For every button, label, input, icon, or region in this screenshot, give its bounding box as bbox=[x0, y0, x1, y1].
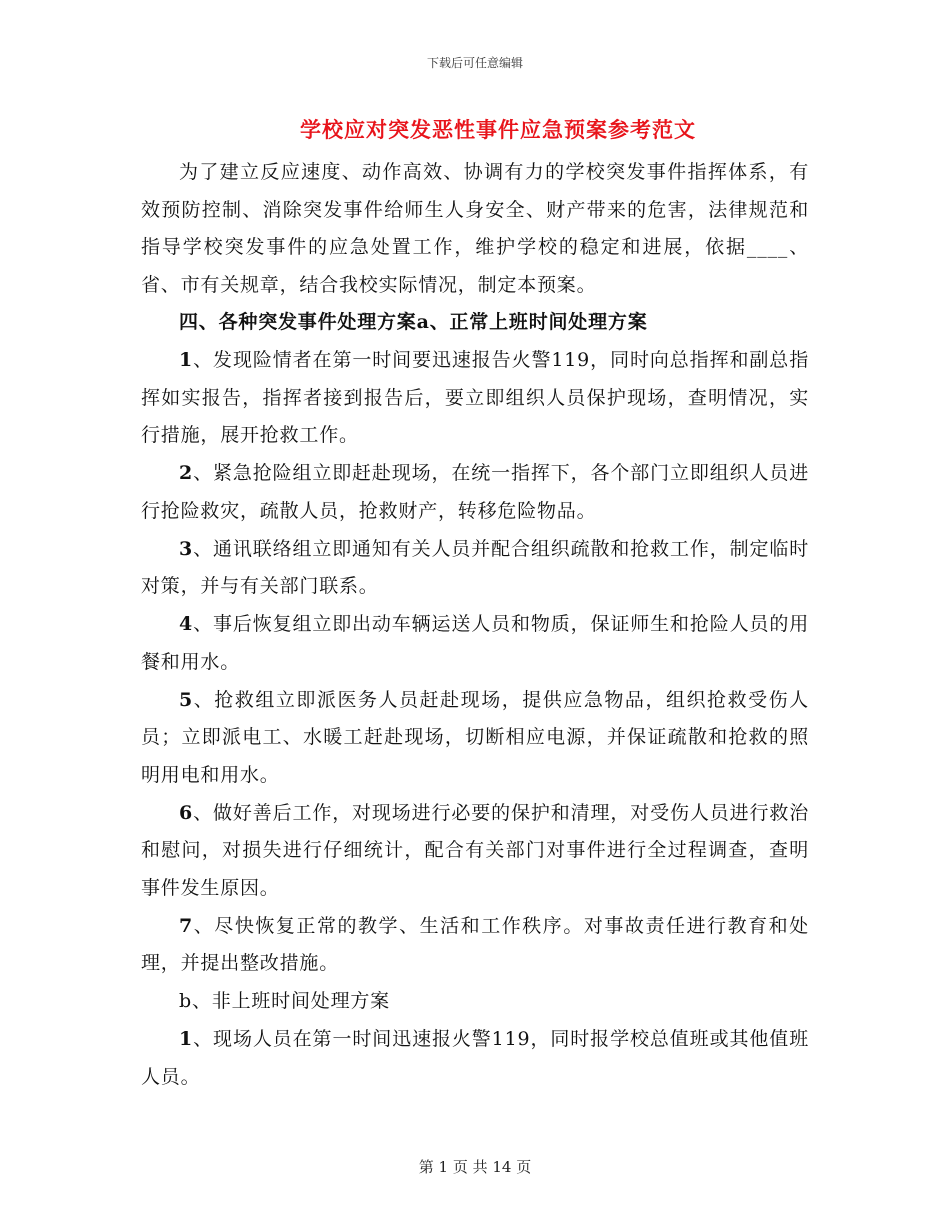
list-item bbox=[141, 908, 809, 983]
item-text: 、现场人员在第一时间迅速报火警119，同时报学校总值班或其他值班人员。 bbox=[141, 1028, 809, 1088]
document-title: 学校应对突发恶性事件应急预案参考范文 bbox=[300, 117, 696, 142]
page-footer: 第 1 页 共 14 页 bbox=[418, 1158, 532, 1176]
item-number: 5 bbox=[179, 688, 194, 711]
list-item bbox=[141, 342, 809, 455]
item-text: 、发现险情者在第一时间要迅速报告火警119，同时向总指挥和副总指挥如实报告，指挥者接到报告后，要立即组织人员保护现场，查明情况，实行措施，展开抢救工作。 bbox=[141, 349, 809, 446]
header-note: 下载后可任意编辑 bbox=[426, 56, 523, 70]
item-number: 1 bbox=[179, 349, 194, 371]
item-number: 7 bbox=[179, 914, 194, 937]
section-heading: 四、各种突发事件处理方案a、正常上班时间处理方案 bbox=[179, 311, 648, 333]
item-number: 1 bbox=[179, 1028, 194, 1050]
item-text: 、尽快恢复正常的教学、生活和工作秩序。对事故责任进行教育和处理，并提出整改措施。 bbox=[141, 914, 809, 974]
item-text: 、做好善后工作，对现场进行必要的保护和清理，对受伤人员进行救治和慰问，对损失进行仔细统计，配合有关部门对事件进行全过程调查，查明事件发生原因。 bbox=[141, 801, 809, 899]
item-number: 3 bbox=[179, 537, 194, 560]
item-number: 4 bbox=[179, 613, 194, 635]
document-body bbox=[141, 154, 809, 1096]
item-text: 、抢救组立即派医务人员赶赴现场，提供应急物品，组织抢救受伤人员；立即派电工、水暖工赶赴现场，切断相应电源，并保证疏散和抢救的照明用电和用水。 bbox=[141, 688, 809, 786]
item-text: 、紧急抢险组立即赶赴现场，在统一指挥下，各个部门立即组织人员进行抢险救灾，疏散人员，抢救财产，转移危险物品。 bbox=[141, 462, 809, 522]
item-text: 、通讯联络组立即通知有关人员并配合组织疏散和抢救工作，制定临时对策，并与有关部门联系。 bbox=[141, 537, 809, 597]
list-item bbox=[141, 455, 809, 530]
list-item bbox=[141, 682, 809, 795]
list-item bbox=[141, 606, 809, 681]
list-item bbox=[141, 795, 809, 908]
list-item bbox=[141, 1021, 809, 1096]
list-item bbox=[141, 531, 809, 606]
subsection-heading: b、非上班时间处理方案 bbox=[179, 990, 390, 1012]
item-number: 2 bbox=[179, 462, 194, 484]
item-number: 6 bbox=[179, 801, 194, 824]
item-text: 、事后恢复组立即出动车辆运送人员和物质，保证师生和抢险人员的用餐和用水。 bbox=[141, 613, 809, 673]
intro-paragraph: 为了建立反应速度、动作高效、协调有力的学校突发事件指挥体系，有效预防控制、消除突发事件给师生人身安全、财产带来的危害，法律规范和指导学校突发事件的应急处置工作，维护学校的稳定和进展，依据____、省、市有关规章，结合我校实际情况，制定本预案。 bbox=[141, 161, 809, 296]
